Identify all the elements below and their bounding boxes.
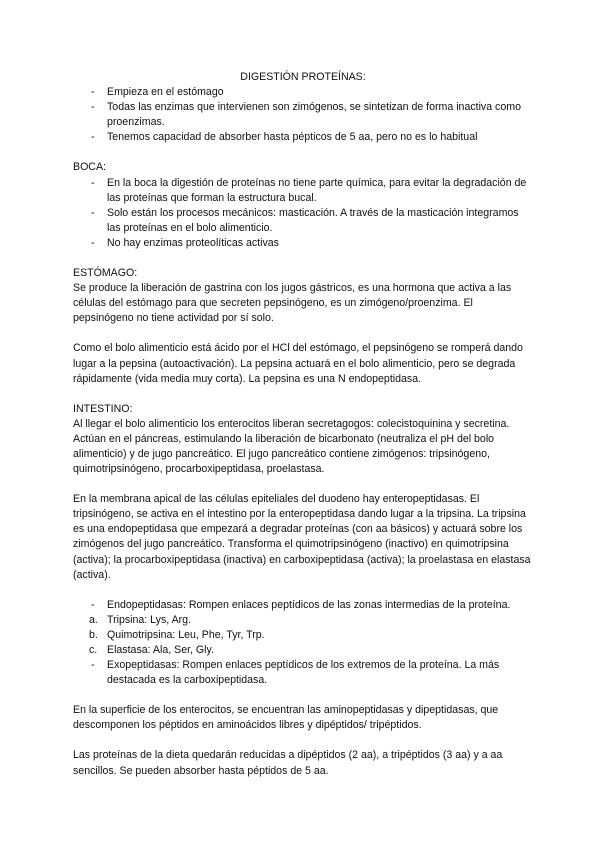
- list-item: [73, 613, 533, 628]
- list-item: - Empieza en el estómago: [73, 85, 533, 100]
- intro-list: [73, 85, 533, 145]
- list-item: - Solo están los procesos mecánicos: masticación. A través de la masticación integramos las proteínas en el bolo alimenticio.: [73, 206, 533, 236]
- paragraph: En la membrana apical de las células epiteliales del duodeno hay enteropeptidasas. El tripsinógeno, se activa en el intestino por la enteropeptidasa dando lugar a la tripsina. La tripsina es una endopeptidasa que empezará a degradar proteínas (con aa básicos) y actuará sobre los zimógenos del jugo pancreático. Transforma el quimotripsinógeno (inactivo) en quimotripsina (activa); la procarboxipeptidasa (inactiva) en carboxipeptidasa (activa); la proelastasa en elastasa (activa).: [73, 493, 531, 581]
- list-item-text: Tripsina: Lys, Arg.: [107, 613, 191, 626]
- list-item-text: Elastasa: Ala, Ser, Gly.: [107, 644, 214, 656]
- list-marker: a.: [89, 613, 98, 626]
- list-marker: b.: [89, 628, 98, 641]
- paragraph: Como el bolo alimenticio está ácido por el HCl del estómago, el pepsinógeno se romperá dando lugar a la pepsina (autoactivación). La pepsina actuará en el bolo alimenticio, pero se degrada rápidamente (vida media muy corta). La pepsina es una N endopeptidasa.: [73, 342, 523, 385]
- paragraph: En la superficie de los enterocitos, se encuentran las aminopeptidasas y dipeptidasas, que descomponen los péptidos en aminoácidos libres y dipéptidos/ tripéptidos.: [73, 704, 499, 732]
- boca-list: [73, 176, 533, 251]
- list-item: - Tenemos capacidad de absorber hasta pépticos de 5 aa, pero no es lo habitual: [73, 130, 533, 145]
- list-item: - En la boca la digestión de proteínas no tiene parte química, para evitar la degradación de las proteínas que forman la estructura bucal.: [73, 176, 533, 206]
- paragraph: Al llegar el bolo alimenticio los enterocitos liberan secretagogos: colecistoquinina y secretina. Actúan en el páncreas, estimulando la liberación de bicarbonato (neutraliza el pH del bolo alimenticio) y de jugo pancreático. El jugo pancreático contiene zimógenos: tripsinógeno, quimotripsinógeno, procarboxipeptidasa, proelastasa.: [73, 417, 510, 476]
- list-marker: c.: [89, 644, 98, 656]
- page-title: DIGESTIÓN PROTEÍNAS:: [240, 71, 366, 83]
- list-item: [73, 628, 533, 643]
- document-page: [73, 70, 533, 779]
- list-item-text: Quimotripsina: Leu, Phe, Tyr, Trp.: [107, 628, 265, 641]
- endopeptidase-list: [73, 598, 533, 613]
- enzyme-specificity-list: [73, 613, 533, 658]
- section-heading-estomago: ESTÓMAGO:: [73, 267, 138, 280]
- list-item: - Endopeptidasas: Rompen enlaces peptídicos de las zonas intermedias de la proteína.: [73, 598, 533, 613]
- list-item: - Todas las enzimas que intervienen son zimógenos, se sintetizan de forma inactiva como proenzimas.: [73, 100, 533, 130]
- paragraph: Las proteínas de la dieta quedarán reducidas a dipéptidos (2 aa), a tripéptidos (3 aa) y a aa sencillos. Se pueden absorber hasta péptidos de 5 aa.: [73, 749, 503, 777]
- list-item: [73, 643, 533, 658]
- list-item: - Exopeptidasas: Rompen enlaces peptídicos de los extremos de la proteína. La más destacada es la carboxipeptidasa.: [73, 658, 533, 688]
- list-item: - No hay enzimas proteolíticas activas: [73, 236, 533, 251]
- exopeptidase-list: [73, 658, 533, 688]
- section-heading-intestino: INTESTINO:: [73, 402, 133, 415]
- section-heading-boca: BOCA:: [73, 161, 106, 174]
- paragraph: Se produce la liberación de gastrina con los jugos gástricos, es una hormona que activa a las células del estómago para que secreten pepsinógeno, es un zimógeno/proenzima. El pepsinógeno no tiene actividad por sí solo.: [73, 282, 512, 325]
